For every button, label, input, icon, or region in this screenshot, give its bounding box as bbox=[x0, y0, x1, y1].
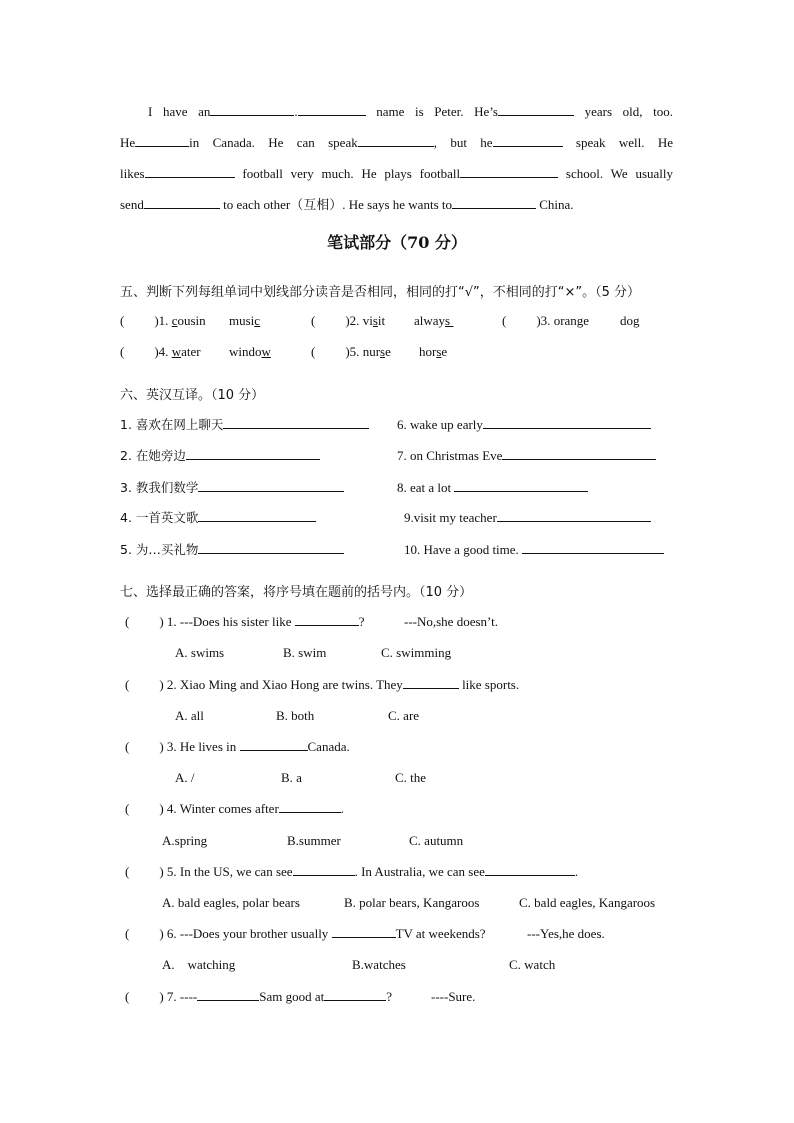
passage-text: years old, too. bbox=[584, 104, 674, 119]
q6-option-c[interactable]: C. watch bbox=[509, 957, 556, 972]
item-number: )1. bbox=[154, 313, 172, 328]
question-7-answer: ----Sure. bbox=[431, 989, 476, 1004]
word-part: it bbox=[377, 313, 386, 328]
answer-blank[interactable] bbox=[293, 862, 355, 876]
underlined-letters: s bbox=[380, 344, 386, 359]
question-7[interactable]: ( ) 7. ---- Sam good at ? bbox=[125, 989, 393, 1004]
s5-item-1-word2 bbox=[229, 311, 260, 331]
question-6[interactable]: ( ) 6. ---Does your brother usually TV at weekends? bbox=[125, 926, 486, 941]
answer-blank[interactable] bbox=[498, 102, 574, 116]
question-2[interactable]: ( ) 2. Xiao Ming and Xiao Hong are twins. They like sports. bbox=[125, 677, 520, 692]
word-part: e bbox=[441, 344, 448, 359]
bracket-open: ( bbox=[125, 864, 130, 879]
q4-option-a[interactable]: A.spring bbox=[162, 833, 208, 848]
passage-text: in Canada. He can speak bbox=[189, 135, 358, 150]
bracket-open: ( bbox=[125, 989, 130, 1004]
section5-heading: 五、判断下列每组单词中划线部分读音是否相同，相同的打“√”，不相同的打“×”。（5 分） bbox=[120, 285, 641, 300]
answer-blank[interactable] bbox=[198, 508, 316, 522]
answer-blank[interactable] bbox=[198, 540, 344, 554]
bracket-open: ( bbox=[311, 313, 316, 328]
s5-item-3[interactable] bbox=[502, 311, 589, 331]
q4-option-c[interactable]: C. autumn bbox=[409, 833, 464, 848]
bracket-open: ( bbox=[120, 344, 125, 359]
bracket-open: ( bbox=[125, 614, 130, 629]
item-number: )4. bbox=[154, 344, 172, 359]
answer-blank[interactable] bbox=[144, 195, 220, 209]
answer-blank[interactable] bbox=[493, 133, 563, 147]
q3-option-c[interactable]: C. the bbox=[395, 770, 427, 785]
translate-item-1: 1. 喜欢在网上聊天 bbox=[120, 415, 369, 435]
bracket-open: ( bbox=[125, 677, 130, 692]
answer-blank[interactable] bbox=[454, 478, 588, 492]
q4-option-b[interactable]: B.summer bbox=[287, 833, 341, 848]
question-1[interactable]: ( ) 1. ---Does his sister like ? bbox=[125, 614, 365, 629]
answer-blank[interactable] bbox=[295, 612, 359, 626]
passage-text: to each other（互相）. He says he wants to bbox=[223, 197, 452, 212]
s5-item-3-word2 bbox=[620, 311, 640, 331]
s5-item-5[interactable] bbox=[311, 342, 391, 362]
answer-blank[interactable] bbox=[210, 102, 294, 116]
passage-text: football very much. He plays football bbox=[242, 166, 461, 181]
section7-heading: 七、选择最正确的答案，将序号填在题前的括号内。（10 分） bbox=[120, 585, 473, 600]
underlined-letters: s bbox=[372, 313, 378, 328]
answer-blank[interactable] bbox=[403, 675, 459, 689]
passage-text: school. We usually bbox=[565, 166, 674, 181]
q2-option-b[interactable]: B. both bbox=[276, 708, 315, 723]
translate-item-10: 10. Have a good time. bbox=[404, 540, 664, 560]
bracket-open: ( bbox=[311, 344, 316, 359]
underlined-letters: w bbox=[171, 344, 182, 359]
answer-blank[interactable] bbox=[145, 164, 235, 178]
translate-item-5: 5. 为…买礼物 bbox=[120, 540, 344, 560]
translate-item-2: 2. 在她旁边 bbox=[120, 446, 320, 466]
q6-option-b[interactable]: B.watches bbox=[352, 957, 406, 972]
passage-text: likes bbox=[120, 166, 145, 181]
word-part: ater bbox=[181, 344, 201, 359]
answer-blank[interactable] bbox=[198, 478, 344, 492]
answer-blank[interactable] bbox=[135, 133, 189, 147]
word-part: windo bbox=[229, 344, 262, 359]
section-title: 笔试部分（70 分） bbox=[327, 233, 467, 252]
word-part: musi bbox=[229, 313, 255, 328]
s5-item-1[interactable] bbox=[120, 311, 206, 331]
q1-option-a[interactable]: A. swims bbox=[175, 645, 225, 660]
passage-text: He bbox=[120, 135, 136, 150]
item-number: )5. bbox=[345, 344, 363, 359]
s5-item-2-word2 bbox=[414, 311, 453, 331]
question-4[interactable]: ( ) 4. Winter comes after . bbox=[125, 801, 345, 816]
passage-line-3 bbox=[120, 164, 673, 184]
answer-blank[interactable] bbox=[497, 508, 651, 522]
word-part: ousin bbox=[177, 313, 206, 328]
translate-item-7: 7. on Christmas Eve bbox=[397, 446, 656, 466]
passage-text: . bbox=[294, 104, 298, 119]
word-part: orange bbox=[553, 313, 590, 328]
s5-item-4[interactable] bbox=[120, 342, 201, 362]
answer-blank[interactable] bbox=[460, 164, 558, 178]
item-number: )2. bbox=[345, 313, 363, 328]
word-part: alway bbox=[414, 313, 446, 328]
passage-text: , but he bbox=[433, 135, 493, 150]
q6-option-a[interactable]: A. watching bbox=[162, 957, 236, 972]
translate-item-6: 6. wake up early bbox=[397, 415, 651, 435]
answer-blank[interactable] bbox=[197, 987, 259, 1001]
answer-blank[interactable] bbox=[324, 987, 386, 1001]
answer-blank[interactable] bbox=[452, 195, 536, 209]
answer-blank[interactable] bbox=[298, 102, 366, 116]
answer-blank[interactable] bbox=[502, 446, 656, 460]
s5-item-5-word2 bbox=[419, 342, 447, 362]
translate-item-3: 3. 教我们数学 bbox=[120, 478, 344, 498]
bracket-open: ( bbox=[125, 739, 130, 754]
passage-line-1 bbox=[148, 102, 673, 122]
word-part: dog bbox=[620, 313, 640, 328]
s5-item-2[interactable] bbox=[311, 311, 385, 331]
item-number: )3. bbox=[536, 313, 554, 328]
question-1-answer: ---No,she doesn’t. bbox=[404, 614, 498, 629]
word-part: vi bbox=[362, 313, 373, 328]
section6-heading: 六、英汉互译。（10 分） bbox=[120, 388, 265, 403]
question-6-answer: ---Yes,he does. bbox=[527, 926, 605, 941]
q3-option-a[interactable]: A. / bbox=[175, 770, 195, 785]
passage-line-2 bbox=[120, 133, 673, 153]
word-part: e bbox=[385, 344, 391, 359]
answer-blank[interactable] bbox=[522, 540, 664, 554]
bracket-open: ( bbox=[125, 926, 130, 941]
answer-blank[interactable] bbox=[485, 862, 575, 876]
word-part: nur bbox=[362, 344, 381, 359]
q1-option-c[interactable]: C. swimming bbox=[381, 645, 452, 660]
underlined-letters: s bbox=[436, 344, 442, 359]
q3-option-b[interactable]: B. a bbox=[281, 770, 302, 785]
passage-text: speak well. He bbox=[575, 135, 674, 150]
q5-option-a[interactable]: A. bald eagles, polar bears bbox=[162, 895, 300, 910]
answer-blank[interactable] bbox=[240, 737, 308, 751]
answer-blank[interactable] bbox=[358, 133, 434, 147]
underlined-letters: w bbox=[261, 344, 271, 359]
translate-item-4: 4. 一首英文歌 bbox=[120, 508, 316, 528]
q1-option-b[interactable]: B. swim bbox=[283, 645, 327, 660]
bracket-open: ( bbox=[125, 801, 130, 816]
translate-item-8: 8. eat a lot bbox=[397, 478, 588, 498]
answer-blank[interactable] bbox=[186, 446, 320, 460]
underlined-letters: s bbox=[445, 313, 454, 328]
bracket-open: ( bbox=[502, 313, 507, 328]
answer-blank[interactable] bbox=[279, 799, 341, 813]
q5-option-b[interactable]: B. polar bears, Kangaroos bbox=[344, 895, 480, 910]
answer-blank[interactable] bbox=[332, 924, 396, 938]
passage-text: name is Peter. He’s bbox=[376, 104, 498, 119]
translate-item-9: 9.visit my teacher bbox=[404, 508, 651, 528]
s5-item-4-word2 bbox=[229, 342, 271, 362]
underlined-letters: c bbox=[171, 313, 178, 328]
answer-blank[interactable] bbox=[223, 415, 369, 429]
q2-option-c[interactable]: C. are bbox=[388, 708, 420, 723]
question-3[interactable]: ( ) 3. He lives in Canada. bbox=[125, 739, 350, 754]
passage-line-4 bbox=[120, 195, 673, 215]
passage-text: I have an bbox=[148, 104, 211, 119]
passage-text: send bbox=[120, 197, 144, 212]
q2-option-a[interactable]: A. all bbox=[175, 708, 204, 723]
word-part: hor bbox=[419, 344, 437, 359]
q5-option-c[interactable]: C. bald eagles, Kangaroos bbox=[519, 895, 656, 910]
passage-text: China. bbox=[539, 197, 574, 212]
underlined-letters: c bbox=[254, 313, 261, 328]
question-5[interactable]: ( ) 5. In the US, we can see . In Australia, we can see . bbox=[125, 864, 579, 879]
bracket-open: ( bbox=[120, 313, 125, 328]
answer-blank[interactable] bbox=[483, 415, 651, 429]
